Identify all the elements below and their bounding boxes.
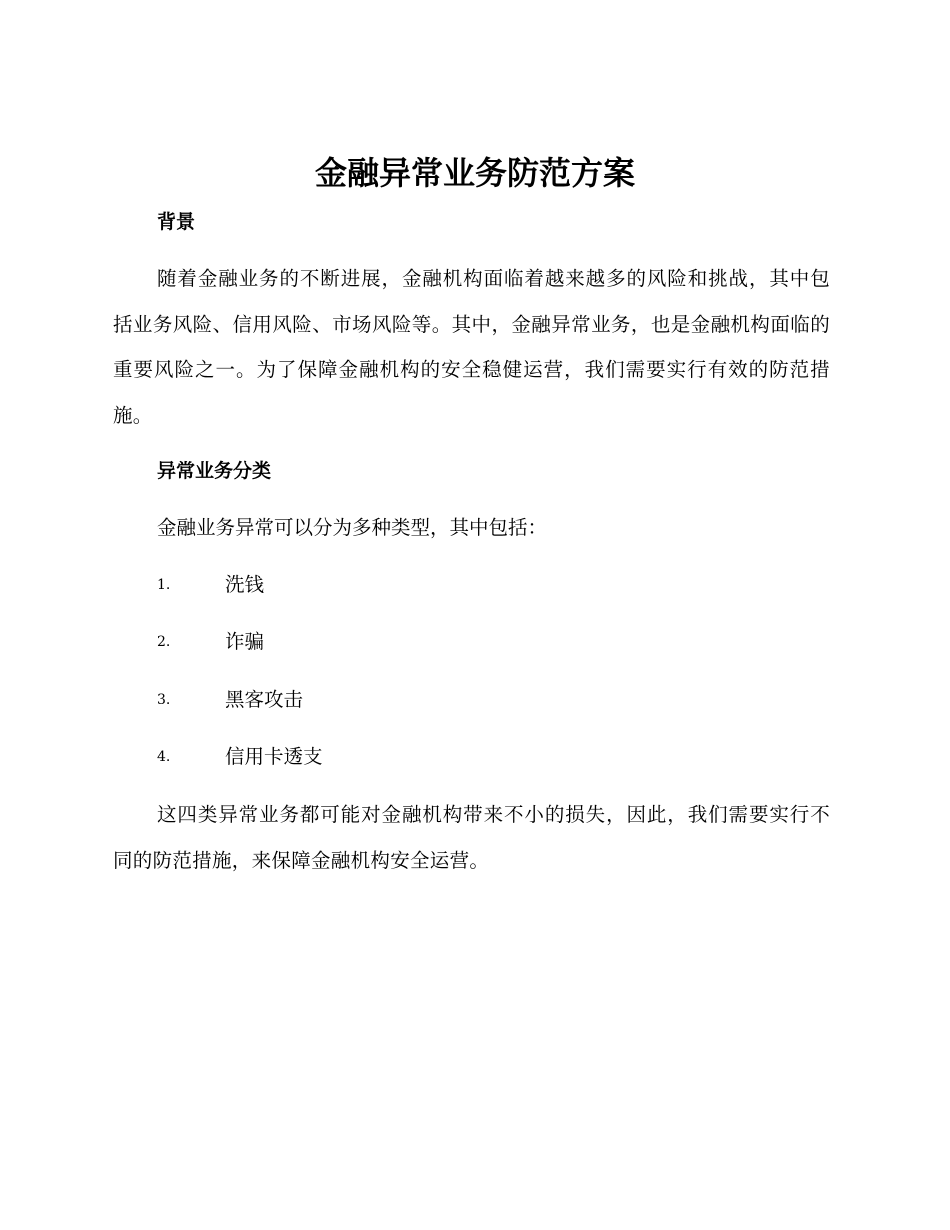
list-item-text: 信用卡透支	[225, 745, 323, 768]
list-item-number: 4.	[157, 749, 171, 765]
list-item-text: 洗钱	[225, 573, 265, 596]
list-item-number: 3.	[157, 692, 171, 708]
list-item-text: 诈骗	[225, 630, 265, 653]
section-heading-background: 背景	[157, 211, 196, 233]
section-heading-classification: 异常业务分类	[157, 460, 272, 482]
list-item	[157, 570, 264, 600]
list-item	[157, 685, 303, 715]
list-item	[157, 742, 323, 772]
list-item-number: 1.	[157, 577, 171, 593]
classification-intro: 金融业务异常可以分为多种类型，其中包括：	[157, 516, 548, 539]
document-title: 金融异常业务防范方案	[314, 154, 635, 192]
list-item-text: 黑客攻击	[225, 688, 304, 711]
list-item-number: 2.	[157, 634, 171, 650]
closing-paragraph: 这四类异常业务都可能对金融机构带来不小的损失，因此，我们需要实行不同的防范措施，来保障金融机构安全运营。	[113, 803, 830, 872]
list-item	[157, 627, 264, 657]
background-paragraph: 随着金融业务的不断进展，金融机构面临着越来越多的风险和挑战，其中包括业务风险、信用风险、市场风险等。其中，金融异常业务，也是金融机构面临的重要风险之一。为了保障金融机构的安全稳健运营，我们需要实行有效的防范措施。	[113, 267, 830, 427]
